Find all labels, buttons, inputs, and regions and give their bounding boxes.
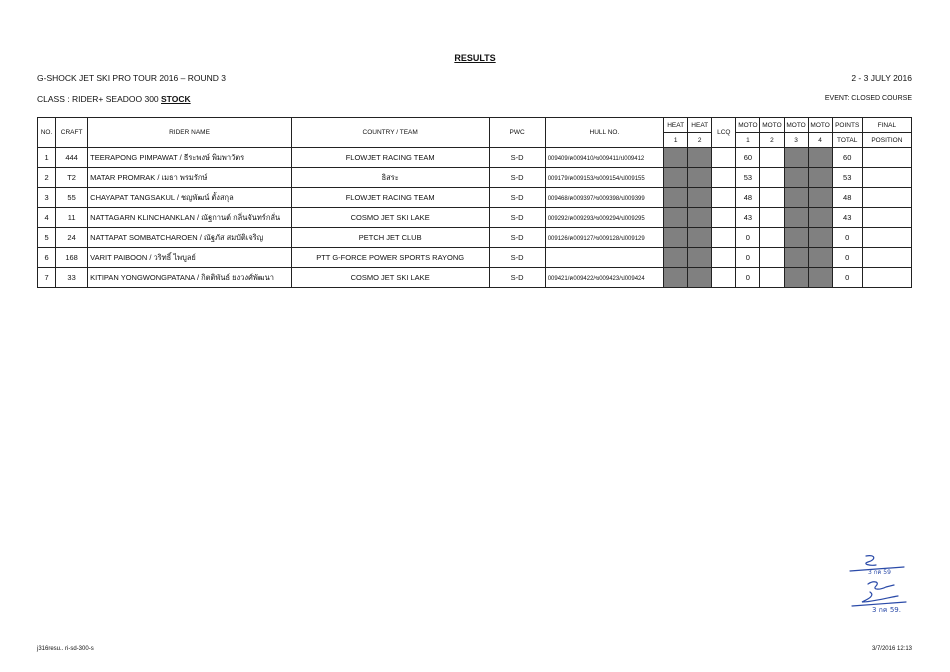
cell-no: 5 bbox=[38, 228, 56, 248]
cell-position bbox=[862, 168, 911, 188]
cell-pwc: S-D bbox=[489, 148, 545, 168]
cell-moto-4 bbox=[808, 148, 832, 168]
cell-heat-2 bbox=[688, 228, 712, 248]
cell-craft: 444 bbox=[56, 148, 88, 168]
cell-hull: 009409/ค009410/ข009411/ป009412 bbox=[545, 148, 663, 168]
header-total: TOTAL bbox=[832, 133, 862, 148]
header-moto-1: MOTO bbox=[736, 118, 760, 133]
cell-heat-1 bbox=[664, 208, 688, 228]
class-prefix: CLASS : RIDER+ SEADOO 300 bbox=[37, 94, 162, 104]
cell-moto-3 bbox=[784, 188, 808, 208]
cell-rider: MATAR PROMRAK / เมธา พรมรักษ์ bbox=[88, 168, 292, 188]
header-lcq: LCQ bbox=[712, 118, 736, 148]
cell-rider: NATTAGARN KLINCHANKLAN / ณัฐกานต์ กลิ่นจันทร์กลั่น bbox=[88, 208, 292, 228]
cell-heat-2 bbox=[688, 248, 712, 268]
table-row bbox=[38, 248, 912, 268]
header-moto-3: MOTO bbox=[784, 118, 808, 133]
header-moto-1-num: 1 bbox=[736, 133, 760, 148]
cell-moto-2 bbox=[760, 208, 784, 228]
cell-lcq bbox=[712, 268, 736, 288]
cell-craft: 168 bbox=[56, 248, 88, 268]
cell-moto-4 bbox=[808, 248, 832, 268]
cell-rider: VARIT PAIBOON / วริทธิ์ ไพบูลย์ bbox=[88, 248, 292, 268]
table-row bbox=[38, 208, 912, 228]
cell-no: 7 bbox=[38, 268, 56, 288]
cell-moto-1: 0 bbox=[736, 248, 760, 268]
cell-team: COSMO JET SKI LAKE bbox=[291, 268, 489, 288]
cell-pwc: S-D bbox=[489, 188, 545, 208]
cell-moto-3 bbox=[784, 248, 808, 268]
cell-craft: 33 bbox=[56, 268, 88, 288]
cell-hull: 009292/ค009293/ข009294/ป009295 bbox=[545, 208, 663, 228]
header-no: NO. bbox=[38, 118, 56, 148]
header-country: COUNTRY / TEAM bbox=[291, 118, 489, 148]
cell-no: 6 bbox=[38, 248, 56, 268]
event-type: EVENT: CLOSED COURSE bbox=[824, 95, 912, 102]
cell-moto-1: 0 bbox=[736, 268, 760, 288]
footer-timestamp: 3/7/2016 12:13 bbox=[871, 646, 912, 652]
cell-heat-2 bbox=[688, 268, 712, 288]
cell-moto-1: 60 bbox=[736, 148, 760, 168]
cell-total: 53 bbox=[832, 168, 862, 188]
cell-moto-2 bbox=[760, 188, 784, 208]
header-heat-1: HEAT bbox=[664, 118, 688, 133]
cell-moto-4 bbox=[808, 228, 832, 248]
table-row bbox=[38, 268, 912, 288]
cell-moto-4 bbox=[808, 268, 832, 288]
cell-moto-1: 0 bbox=[736, 228, 760, 248]
header-moto-3-num: 3 bbox=[784, 133, 808, 148]
cell-craft: T2 bbox=[56, 168, 88, 188]
cell-heat-1 bbox=[664, 248, 688, 268]
cell-rider: TEERAPONG PIMPAWAT / ธีระพงษ์ พิมพาวัตร bbox=[88, 148, 292, 168]
header-position: POSITION bbox=[862, 133, 911, 148]
cell-heat-1 bbox=[664, 188, 688, 208]
event-name: G-SHOCK JET SKI PRO TOUR 2016 – ROUND 3 bbox=[37, 73, 226, 83]
cell-craft: 11 bbox=[56, 208, 88, 228]
cell-total: 60 bbox=[832, 148, 862, 168]
header-heat-1-num: 1 bbox=[664, 133, 688, 148]
footer-file-name: j316resu.. ri-sd-300-s bbox=[37, 646, 94, 652]
cell-total: 0 bbox=[832, 248, 862, 268]
cell-lcq bbox=[712, 168, 736, 188]
header-final: FINAL bbox=[862, 118, 911, 133]
cell-team: FLOWJET RACING TEAM bbox=[291, 188, 489, 208]
cell-position bbox=[862, 188, 911, 208]
cell-team: COSMO JET SKI LAKE bbox=[291, 208, 489, 228]
cell-team: PETCH JET CLUB bbox=[291, 228, 489, 248]
signature-date-2: 3 กค 59. bbox=[872, 606, 901, 614]
handwritten-signature bbox=[846, 552, 916, 614]
header-points: POINTS bbox=[832, 118, 862, 133]
cell-moto-3 bbox=[784, 168, 808, 188]
class-line bbox=[37, 94, 191, 104]
cell-hull: 009179/ค009153/ข009154/ป009155 bbox=[545, 168, 663, 188]
cell-heat-1 bbox=[664, 148, 688, 168]
cell-moto-4 bbox=[808, 168, 832, 188]
cell-no: 2 bbox=[38, 168, 56, 188]
cell-moto-1: 53 bbox=[736, 168, 760, 188]
table-row bbox=[38, 148, 912, 168]
cell-position bbox=[862, 228, 911, 248]
header-hull: HULL NO. bbox=[545, 118, 663, 148]
cell-moto-3 bbox=[784, 268, 808, 288]
header-moto-2: MOTO bbox=[760, 118, 784, 133]
cell-moto-2 bbox=[760, 228, 784, 248]
cell-position bbox=[862, 148, 911, 168]
cell-lcq bbox=[712, 188, 736, 208]
cell-total: 0 bbox=[832, 268, 862, 288]
cell-total: 43 bbox=[832, 208, 862, 228]
header-moto-2-num: 2 bbox=[760, 133, 784, 148]
header-craft: CRAFT bbox=[56, 118, 88, 148]
header-heat-2-num: 2 bbox=[688, 133, 712, 148]
cell-no: 1 bbox=[38, 148, 56, 168]
cell-lcq bbox=[712, 208, 736, 228]
cell-moto-2 bbox=[760, 148, 784, 168]
cell-pwc: S-D bbox=[489, 248, 545, 268]
cell-heat-1 bbox=[664, 228, 688, 248]
results-body bbox=[38, 148, 912, 288]
cell-rider: CHAYAPAT TANGSAKUL / ชญพัฒน์ ตั้งสกุล bbox=[88, 188, 292, 208]
table-row bbox=[38, 188, 912, 208]
cell-team: FLOWJET RACING TEAM bbox=[291, 148, 489, 168]
cell-total: 0 bbox=[832, 228, 862, 248]
cell-lcq bbox=[712, 148, 736, 168]
cell-moto-4 bbox=[808, 188, 832, 208]
page-title: RESULTS bbox=[454, 53, 496, 63]
cell-pwc: S-D bbox=[489, 168, 545, 188]
cell-hull bbox=[545, 248, 663, 268]
cell-total: 48 bbox=[832, 188, 862, 208]
cell-heat-2 bbox=[688, 168, 712, 188]
cell-heat-2 bbox=[688, 208, 712, 228]
signature-date-1: 3 กค 59 bbox=[868, 569, 891, 576]
cell-heat-2 bbox=[688, 188, 712, 208]
cell-pwc: S-D bbox=[489, 208, 545, 228]
table-row bbox=[38, 228, 912, 248]
cell-no: 4 bbox=[38, 208, 56, 228]
header-pwc: PWC bbox=[489, 118, 545, 148]
header-rider: RIDER NAME bbox=[88, 118, 292, 148]
cell-moto-2 bbox=[760, 268, 784, 288]
cell-moto-1: 48 bbox=[736, 188, 760, 208]
cell-hull: 009468/ค009397/ข009398/ป009399 bbox=[545, 188, 663, 208]
cell-rider: NATTAPAT SOMBATCHAROEN / ณัฐภัส สมบัติเจริญ bbox=[88, 228, 292, 248]
cell-lcq bbox=[712, 248, 736, 268]
cell-no: 3 bbox=[38, 188, 56, 208]
cell-heat-2 bbox=[688, 148, 712, 168]
header-moto-4-num: 4 bbox=[808, 133, 832, 148]
header-heat-2: HEAT bbox=[688, 118, 712, 133]
cell-team: ธิสระ bbox=[291, 168, 489, 188]
cell-craft: 55 bbox=[56, 188, 88, 208]
cell-position bbox=[862, 248, 911, 268]
cell-heat-1 bbox=[664, 168, 688, 188]
cell-position bbox=[862, 208, 911, 228]
header-moto-4: MOTO bbox=[808, 118, 832, 133]
class-stock: STOCK bbox=[161, 94, 191, 104]
cell-pwc: S-D bbox=[489, 228, 545, 248]
cell-lcq bbox=[712, 228, 736, 248]
cell-moto-3 bbox=[784, 148, 808, 168]
cell-moto-3 bbox=[784, 228, 808, 248]
cell-position bbox=[862, 268, 911, 288]
cell-heat-1 bbox=[664, 268, 688, 288]
cell-moto-4 bbox=[808, 208, 832, 228]
cell-hull: 009421/ค009422/ข009423/ป009424 bbox=[545, 268, 663, 288]
cell-moto-3 bbox=[784, 208, 808, 228]
cell-pwc: S-D bbox=[489, 268, 545, 288]
cell-hull: 009126/ค009127/ข009128/ป009129 bbox=[545, 228, 663, 248]
cell-team: PTT G-FORCE POWER SPORTS RAYONG bbox=[291, 248, 489, 268]
event-date: 2 - 3 JULY 2016 bbox=[851, 73, 912, 83]
results-table bbox=[37, 117, 912, 288]
cell-craft: 24 bbox=[56, 228, 88, 248]
cell-moto-1: 43 bbox=[736, 208, 760, 228]
table-row bbox=[38, 168, 912, 188]
cell-moto-2 bbox=[760, 248, 784, 268]
cell-moto-2 bbox=[760, 168, 784, 188]
cell-rider: KITIPAN YONGWONGPATANA / กิตติพันธ์ ยงวงศ์พัฒนา bbox=[88, 268, 292, 288]
